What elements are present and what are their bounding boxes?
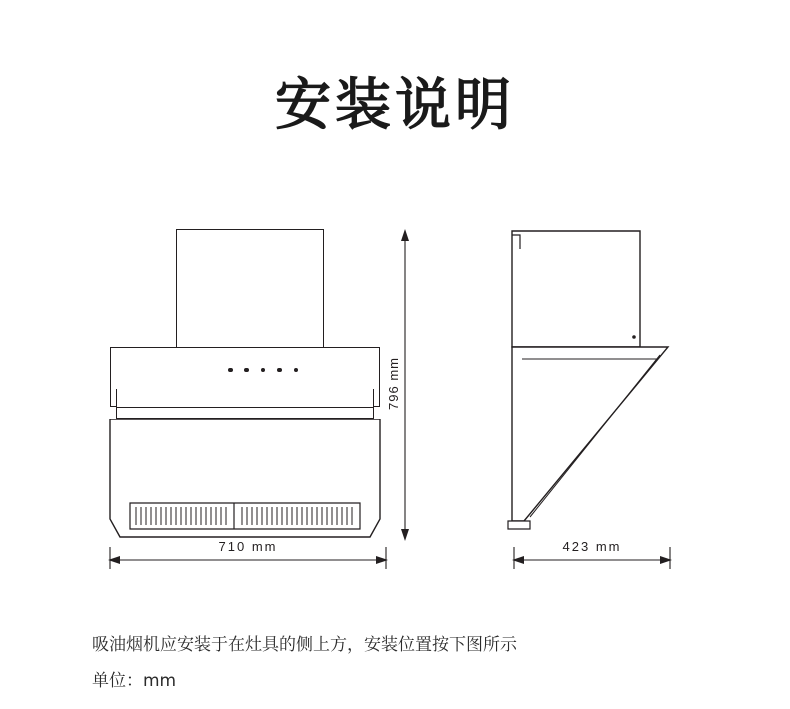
front-view-drawing — [108, 229, 388, 549]
dimension-drawing — [0, 215, 790, 585]
depth-dimension-label: 423 mm — [562, 539, 622, 554]
hood-band-shape — [116, 389, 374, 419]
caption-line-2: 单位：mm — [92, 670, 177, 691]
width-dimension-label: 710 mm — [218, 539, 278, 554]
height-dimension-label: 796 mm — [386, 357, 401, 410]
side-view-drawing — [500, 229, 700, 549]
caption-line-1: 吸油烟机应安装于在灶具的侧上方，安装位置按下图所示 — [92, 635, 517, 655]
caption-block — [92, 628, 742, 699]
chimney-duct-shape — [176, 229, 324, 347]
page-title: 安装说明 — [275, 73, 515, 138]
hood-band-divider — [116, 407, 374, 408]
hood-lower-panel-shape — [108, 419, 382, 541]
control-buttons-icon — [228, 367, 298, 373]
